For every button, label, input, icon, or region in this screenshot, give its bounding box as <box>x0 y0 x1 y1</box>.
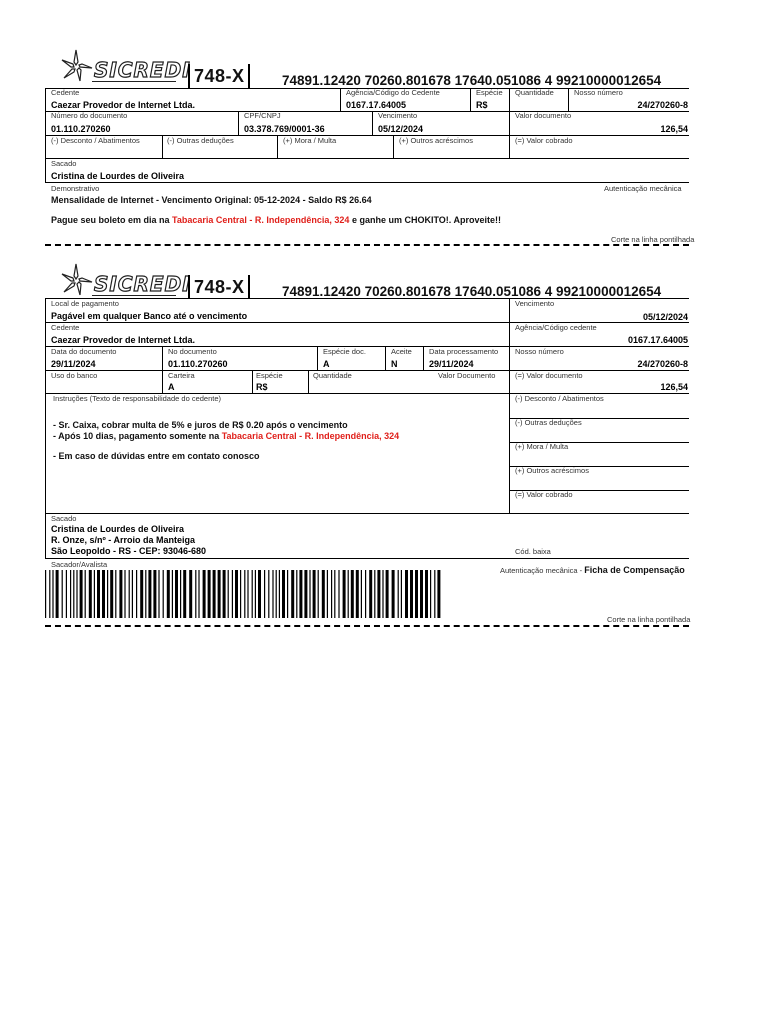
label-valor-documento: Valor documento <box>515 111 572 120</box>
value-vencimento: 05/12/2024 <box>378 124 424 134</box>
barcode-bar <box>223 570 226 618</box>
value-numero-documento: 01.110.270260 <box>51 124 111 134</box>
value-especie-doc: A <box>323 359 330 369</box>
barcode-bar <box>351 570 354 618</box>
barcode-bar <box>356 570 359 618</box>
label-aceite: Aceite <box>391 347 412 356</box>
barcode-bar <box>102 570 105 618</box>
value-aceite: N <box>391 359 398 369</box>
barcode-bar <box>425 570 428 618</box>
barcode-bar <box>153 570 156 618</box>
sicredi-logo <box>58 262 191 300</box>
barcode-bar <box>434 570 435 618</box>
barcode-bar <box>258 570 261 618</box>
barcode-bar <box>313 570 316 618</box>
barcode-bar <box>268 570 269 618</box>
label-cod-baixa: Cód. baixa <box>515 547 551 556</box>
bank-code: 748-X <box>188 277 245 298</box>
barcode-bar <box>80 570 83 618</box>
barcode-bar <box>264 570 265 618</box>
barcode-bar <box>208 570 211 618</box>
barcode-bar <box>374 570 375 618</box>
logo-text: SICREDI <box>94 272 191 296</box>
instruction-line-1: - Sr. Caixa, cobrar multa de 5% e juros de R$ 0.20 após o vencimento <box>53 420 348 430</box>
barcode-bar <box>132 570 133 618</box>
label-agencia: Agência/Código cedente <box>515 323 597 332</box>
label-nosso-numero: Nosso número <box>574 88 623 97</box>
barcode-bar <box>348 570 349 618</box>
label-autenticacao: Autenticação mecânica - <box>500 566 585 575</box>
barcode-bar <box>361 570 362 618</box>
barcode-bar <box>140 570 143 618</box>
label-numero-documento: No documento <box>168 347 217 356</box>
label-demonstrativo: Demonstrativo <box>51 184 100 193</box>
label-sacado: Sacado <box>51 514 77 523</box>
sicredi-logo <box>58 48 191 86</box>
barcode-bar <box>45 570 46 618</box>
label-carteira: Carteira <box>168 371 195 380</box>
barcode-bar <box>398 570 399 618</box>
barcode-bar <box>437 570 440 618</box>
label-sacador: Sacador/Avalista <box>51 560 108 569</box>
barcode-bar <box>276 570 277 618</box>
barcode-bar <box>175 570 178 618</box>
instruction-line-3: - Em caso de dúvidas entre em contato conosco <box>53 451 260 461</box>
barcode-bar <box>148 570 151 618</box>
label-especie-doc: Espécie doc. <box>323 347 366 356</box>
authentication-ficha <box>500 560 685 578</box>
barcode-bar <box>76 570 77 618</box>
value-data-processamento: 29/11/2024 <box>429 359 474 369</box>
barcode-bar <box>296 570 297 618</box>
value-sacado-nome: Cristina de Lourdes de Oliveira <box>51 524 185 534</box>
barcode-bar <box>282 570 285 618</box>
barcode-bar <box>255 570 256 618</box>
digitable-line: 74891.12420 70260.801678 17640.051086 4 99210000012654 <box>282 284 662 299</box>
barcode-bar <box>183 570 186 618</box>
label-desconto: (-) Desconto / Abatimentos <box>515 394 604 403</box>
promo-highlight: Tabacaria Central - R. Independência, 324 <box>172 215 350 225</box>
label-autenticacao: Autenticação mecânica <box>604 184 682 193</box>
value-especie: R$ <box>476 100 488 110</box>
value-valor-documento: 126,54 <box>660 124 688 134</box>
digitable-line: 74891.12420 70260.801678 17640.051086 4 99210000012654 <box>282 73 662 88</box>
barcode-bar <box>89 570 92 618</box>
label-mora-multa: (+) Mora / Multa <box>515 442 569 451</box>
barcode-bar <box>338 570 339 618</box>
barcode-bar <box>49 570 50 618</box>
barcode <box>45 570 441 618</box>
cut-line <box>45 625 689 627</box>
value-agencia: 0167.17.64005 <box>627 335 688 345</box>
barcode-bar <box>158 570 159 618</box>
barcode-bar <box>430 570 431 618</box>
barcode-bar <box>66 570 67 618</box>
barcode-bar <box>327 570 328 618</box>
sicredi-star-icon <box>58 48 94 84</box>
barcode-bar <box>163 570 164 618</box>
barcode-bar <box>119 570 122 618</box>
ficha-title: Ficha de Compensação <box>584 565 685 575</box>
barcode-bar <box>299 570 302 618</box>
barcode-bar <box>145 570 146 618</box>
label-valor: Valor Documento <box>438 371 496 380</box>
barcode-bar <box>377 570 380 618</box>
label-outras-deducoes: (-) Outras deduções <box>515 418 582 427</box>
value-sacado-cidade: São Leopoldo - RS - CEP: 93046-680 <box>51 546 207 556</box>
label-outros-acrescimos: (+) Outros acréscimos <box>399 136 473 145</box>
value-sacado: Cristina de Lourdes de Oliveira <box>51 171 185 181</box>
label-valor-cobrado: (=) Valor cobrado <box>515 490 573 499</box>
label-numero-documento: Número do documento <box>51 111 128 120</box>
barcode-bar <box>232 570 233 618</box>
label-local-pagamento: Local de pagamento <box>51 299 119 308</box>
barcode-bar <box>195 570 196 618</box>
label-data-processamento: Data processamento <box>429 347 499 356</box>
barcode-bar <box>252 570 253 618</box>
value-numero-documento: 01.110.270260 <box>168 359 228 369</box>
barcode-bar <box>180 570 181 618</box>
instruction-highlight: Tabacaria Central - R. Independência, 324 <box>221 431 400 441</box>
cut-label: Corte na linha pontilhada <box>607 615 691 624</box>
barcode-bar <box>203 570 206 618</box>
value-sacado-endereco: R. Onze, s/nº - Arroio da Manteiga <box>51 535 195 545</box>
barcode-bar <box>410 570 413 618</box>
sicredi-star-icon <box>58 262 94 298</box>
value-carteira: A <box>168 382 175 392</box>
barcode-bar <box>52 570 53 618</box>
barcode-bar <box>369 570 372 618</box>
barcode-bar <box>291 570 294 618</box>
label-instrucoes: Instruções (Texto de responsabilidade do cedente) <box>53 394 222 403</box>
value-especie: R$ <box>256 382 268 392</box>
barcode-bar <box>331 570 332 618</box>
label-especie: Espécie <box>256 371 283 380</box>
barcode-bar <box>240 570 241 618</box>
label-sacado: Sacado <box>51 159 77 168</box>
label-outras-deducoes: (-) Outras deduções <box>167 136 234 145</box>
barcode-bar <box>228 570 229 618</box>
label-desconto: (-) Desconto / Abatimentos <box>51 136 140 145</box>
label-especie: Espécie <box>476 88 503 97</box>
barcode-bar <box>287 570 288 618</box>
value-nosso-numero: 24/270260-8 <box>637 359 688 369</box>
barcode-bar <box>167 570 170 618</box>
bank-code: 748-X <box>188 66 245 87</box>
label-quantidade: Quantidade <box>313 371 352 380</box>
label-nosso-numero: Nosso número <box>515 347 564 356</box>
label-agencia: Agência/Código do Cedente <box>346 88 440 97</box>
value-cpf-cnpj: 03.378.769/0001-36 <box>244 124 325 134</box>
barcode-bar <box>124 570 125 618</box>
barcode-bar <box>420 570 423 618</box>
label-cedente: Cedente <box>51 88 80 97</box>
barcode-bar <box>334 570 335 618</box>
value-cedente: Caezar Provedor de Internet Ltda. <box>51 335 196 345</box>
label-uso-banco: Uso do banco <box>51 371 98 380</box>
barcode-bar <box>56 570 59 618</box>
barcode-bar <box>115 570 116 618</box>
barcode-bar <box>73 570 74 618</box>
barcode-bar <box>129 570 130 618</box>
logo-text: SICREDI <box>94 58 191 82</box>
barcode-bar <box>189 570 192 618</box>
barcode-bar <box>386 570 389 618</box>
barcode-bar <box>97 570 100 618</box>
value-data-documento: 29/11/2024 <box>51 359 96 369</box>
barcode-bar <box>415 570 418 618</box>
barcode-bar <box>218 570 221 618</box>
barcode-bar <box>198 570 199 618</box>
barcode-bar <box>322 570 325 618</box>
barcode-bar <box>309 570 310 618</box>
barcode-bar <box>107 570 108 618</box>
barcode-bar <box>382 570 383 618</box>
label-data-documento: Data do documento <box>51 347 117 356</box>
barcode-bar <box>70 570 71 618</box>
barcode-bar <box>62 570 63 618</box>
barcode-bar <box>365 570 366 618</box>
demonstrativo-line: Mensalidade de Internet - Vencimento Original: 05-12-2024 - Saldo R$ 26.64 <box>51 195 372 205</box>
label-cedente: Cedente <box>51 323 80 332</box>
barcode-bar <box>272 570 273 618</box>
instruction-line-2: - Após 10 dias, pagamento somente na Tabacaria Central - R. Independência, 324 <box>53 431 400 441</box>
barcode-bar <box>213 570 216 618</box>
value-agencia: 0167.17.64005 <box>346 100 407 110</box>
label-valor-cobrado: (=) Valor cobrado <box>515 136 573 145</box>
barcode-bar <box>405 570 408 618</box>
cut-line <box>45 244 689 246</box>
label-cpf-cnpj: CPF/CNPJ <box>244 111 281 120</box>
barcode-bar <box>279 570 280 618</box>
promo-message: Pague seu boleto em dia na Tabacaria Central - R. Independência, 324 e ganhe um CHOKITO!. Aproveite!! <box>51 215 501 225</box>
barcode-bar <box>85 570 86 618</box>
barcode-bar <box>318 570 319 618</box>
cut-label: Corte na linha pontilhada <box>611 235 695 244</box>
value-valor-documento: 126,54 <box>660 382 688 392</box>
barcode-bar <box>304 570 307 618</box>
barcode-bar <box>244 570 245 618</box>
label-outros-acrescimos: (+) Outros acréscimos <box>515 466 589 475</box>
barcode-bar <box>401 570 402 618</box>
barcode-bar <box>110 570 113 618</box>
label-vencimento: Vencimento <box>515 299 555 308</box>
barcode-bar <box>172 570 173 618</box>
barcode-bar <box>235 570 238 618</box>
barcode-bar <box>392 570 395 618</box>
value-vencimento: 05/12/2024 <box>642 312 688 322</box>
label-mora-multa: (+) Mora / Multa <box>283 136 337 145</box>
barcode-bar <box>247 570 248 618</box>
value-local-pagamento: Pagável em qualquer Banco até o vencimento <box>51 311 248 321</box>
barcode-bar <box>94 570 95 618</box>
value-cedente: Caezar Provedor de Internet Ltda. <box>51 100 196 110</box>
label-quantidade: Quantidade <box>515 88 554 97</box>
label-valor-documento: (=) Valor documento <box>515 371 583 380</box>
value-nosso-numero: 24/270260-8 <box>637 100 688 110</box>
label-vencimento: Vencimento <box>378 111 418 120</box>
barcode-bar <box>343 570 346 618</box>
barcode-bar <box>136 570 137 618</box>
